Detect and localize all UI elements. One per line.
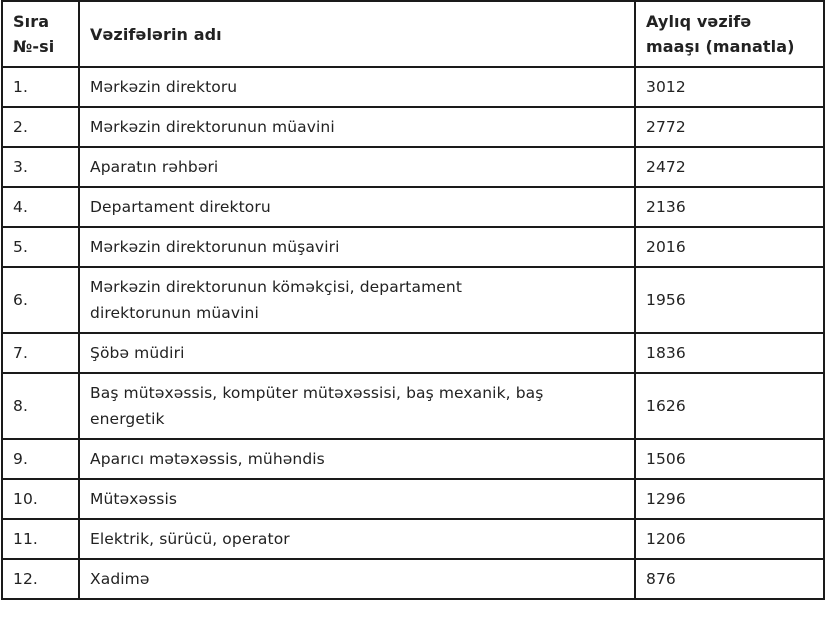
row-number: 11. [2,519,79,559]
table-header-row [2,1,824,67]
table-row [2,187,824,227]
table-row [2,559,824,599]
row-position-name-line-1: Mərkəzin direktorunun köməkçisi, departament [90,278,463,296]
row-salary: 1956 [635,267,824,333]
header-number [2,1,79,67]
row-number: 5. [2,227,79,267]
row-position-name: Mərkəzin direktorunun müşaviri [79,227,635,267]
row-number: 2. [2,107,79,147]
row-position-name-line-2: energetik [90,410,165,428]
row-position-name: Departament direktoru [79,187,635,227]
row-number: 4. [2,187,79,227]
row-number: 7. [2,333,79,373]
row-salary: 3012 [635,67,824,107]
table-row [2,439,824,479]
row-salary: 1506 [635,439,824,479]
row-position-name [79,373,635,439]
header-salary-line-1: Aylıq vəzifə [646,12,752,31]
row-number: 9. [2,439,79,479]
table-row [2,67,824,107]
table-row [2,373,824,439]
header-salary-line-2: maaşı (manatla) [646,37,795,56]
row-salary: 1836 [635,333,824,373]
row-position-name: Aparatın rəhbəri [79,147,635,187]
header-number-line-2: №-si [13,37,55,56]
row-number: 6. [2,267,79,333]
table-row [2,479,824,519]
row-salary: 2472 [635,147,824,187]
row-number: 1. [2,67,79,107]
row-salary: 2016 [635,227,824,267]
table-row [2,147,824,187]
row-position-name: Mütəxəssis [79,479,635,519]
row-salary: 876 [635,559,824,599]
table-row [2,333,824,373]
row-number: 12. [2,559,79,599]
row-salary: 1626 [635,373,824,439]
row-position-name: Xadimə [79,559,635,599]
table-row [2,227,824,267]
table-row [2,107,824,147]
row-position-name-line-1: Baş mütəxəssis, kompüter mütəxəssisi, baş mexanik, baş [90,384,544,402]
row-salary: 1206 [635,519,824,559]
row-position-name: Elektrik, sürücü, operator [79,519,635,559]
salary-table [1,0,825,600]
row-salary: 1296 [635,479,824,519]
row-position-name: Şöbə müdiri [79,333,635,373]
row-salary: 2772 [635,107,824,147]
header-number-line-1: Sıra [13,12,50,31]
row-salary: 2136 [635,187,824,227]
table-row [2,519,824,559]
row-position-name: Aparıcı mətəxəssis, mühəndis [79,439,635,479]
header-salary [635,1,824,67]
row-position-name: Mərkəzin direktorunun müavini [79,107,635,147]
row-position-name [79,267,635,333]
header-position-name: Vəzifələrin adı [79,1,635,67]
table-row [2,267,824,333]
row-position-name: Mərkəzin direktoru [79,67,635,107]
row-number: 8. [2,373,79,439]
row-number: 3. [2,147,79,187]
row-position-name-line-2: direktorunun müavini [90,304,259,322]
row-number: 10. [2,479,79,519]
